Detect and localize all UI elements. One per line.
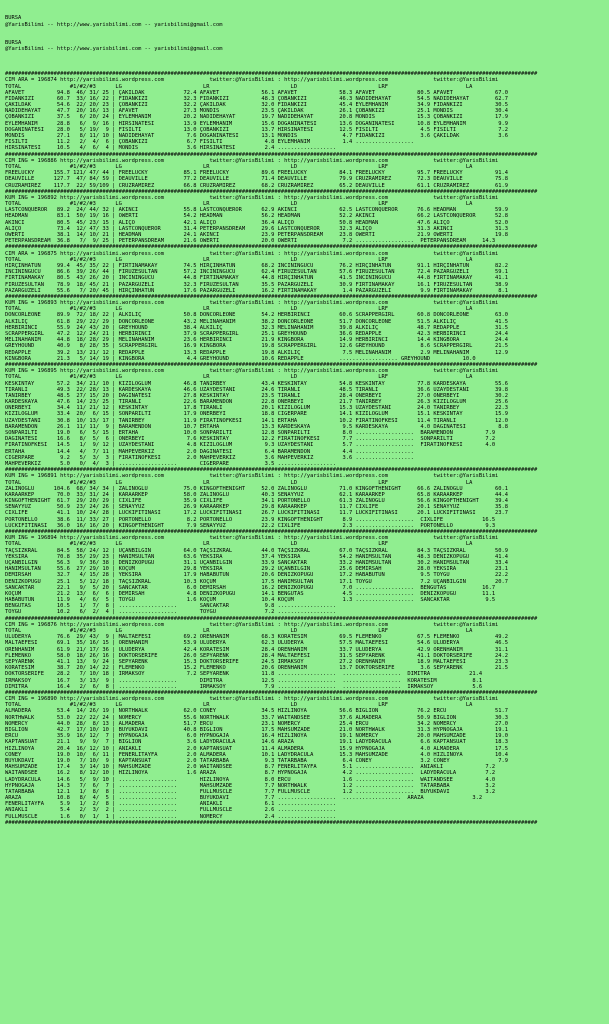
race-section <box>5 473 605 529</box>
result-row: SCRAPPERGIRL 47.2 12/ 24/ 21 | HERBIRINCI 37.9 SCRAPPERGIRL 25.1 GREYHOUND 36.6 REDAPPLE 42.3 HERBIRINCI 24.4 <box>5 331 509 337</box>
result-row: ULUDERYA 76.6 29/ 43/ 9 | MALTAEFESI 69.2 ÖRENHANIM 68.3 KORATESIM 69.5 FLEMENKO 67.5 FLEMENKO 49.2 <box>5 634 509 641</box>
separator-line: #################################################################################################################################################################### <box>5 615 538 622</box>
result-row: KARAARKEP 70.0 33/ 31/ 24 | KARAARKEP 58.0 ZALINOGLU 40.3 SENAYYÜZ 62.1 KARAARKEP 65.8 KARAARKEP 44.4 <box>5 491 509 498</box>
result-row: NADIDEHAYAT 47.7 20/ 16/ 13 | AFAVET 27.3 MONDIS 23.5 ÇAKILDAK 26.1 ÇOBANKIZI 25.1 MONDIS 30.4 <box>5 108 509 115</box>
result-row: MALTAEFESI 69.1 35/ 16/ 15 | ÖRENHANIM 53.9 ULUDERYA 62.3 ULUDERYA 57.5 MALTAEFESI 54.6 ULUDERYA 46.5 <box>5 640 509 647</box>
column-header: TOTAL #1/#2/#3 LG LR LD LRF LA <box>5 628 473 634</box>
result-row: TATARBABA 12.1 1/ 8/ 8 | .................. FULLMUSCLE 7.7 FULLMUSCLE 1.2 .................. BÜYÜKDAVI 3.2 <box>5 788 496 795</box>
result-row: ÖRENHANIM 61.9 21/ 17/ 36 | ULUDERYA 42.4 KORATESIM 28.4 ÖRENHANIM 33.7 ULUDERYA 42.9 ÖRENHANIM 31.1 <box>5 646 509 653</box>
result-row: BIGLION 42.7 17/ 10/ 10 | BÜYÜKDAVI 40.8 BIGLION 17.5 MAHSUMZADE 21.0 NORTHWALK 31.3 HYPNOGAJA 19.1 <box>5 727 509 733</box>
result-row: SENAYYÜZ 50.9 23/ 24/ 26 | SENAYYÜZ 26.9 KARAARKEP 29.8 KARAARKEP 11.7 CIXLIFE 20.1 SENAYYÜZ 35.8 <box>5 504 509 511</box>
result-row: HYPNOGAJA 14.3 7/ 6/ 7 | .................. MAHSUMZADE 7.7 NORTHWALK 1.2 .................. TATARBABA 3.2 <box>5 782 496 789</box>
result-row: DIMITRA 16.4 2/ 6/ 8 | .................. IRMAKSOY 7.9 .................. .................. IRMAKSOY 5.6 <box>5 683 483 690</box>
header-line: @YarisBilimi -- http://www.yarisbilimi.com -- yarisbilimi@gmail.com <box>5 21 223 28</box>
result-row: EYLEMHANIM 28.8 6/ 9/ 16 | HIRSINATESI 13.9 EYLEMHANIM 15.6 DOGANINATESI 13.6 DOGANINATESI 10.8 EYLEMHANIM 9.9 <box>5 120 509 127</box>
result-row: KORATESIM 38.7 20/ 14/ 22 | FLEMENKO 15.2 FLEMENKO 20.6 ÖRENHANIM 13.7 DOKTORSERIFE 3.6 SEPYARENK 21.5 <box>5 665 509 672</box>
result-row: MAHPEVERKIZ 5.0 0/ 4/ 3 | .................. CIGERPARE 3.5 .................. <box>5 460 337 467</box>
race-header: CIM ING = 196890 http://yarisbilimi.wordpress.com twitter:@YarisBilimi : http://yarisbilimi.wordpress.com twitter:@YarisBilimi <box>5 696 499 703</box>
result-row: HANIMSULTAN 55.6 27/ 29/ 10 | KOÇUM 29.8 YEKSIRA 29.2 UÇANBILGIN 25.6 DEMIRSAH 28.0 YEKSIRA 23.1 <box>5 566 509 573</box>
race-header: CIM ING = 196876 http://yarisbilimi.wordpress.com twitter:@YarisBilimi : http://yarisbilimi.wordpress.com twitter:@YarisBilimi <box>5 621 499 628</box>
result-row: DAGINATESI 16.6 8/ 5/ 6 | ÖNERBEYI 7.6 KESKINTAY 12.2 FIRATINÖFKESI 7.7 .................. SONPARILTI 7.2 <box>5 436 496 443</box>
result-row: SANCAKTAR 22.1 9/ 5/ 20 | SANCAKTAR 6.0 DEMIRSAH 16.2 DENIZKÖPÜGÜ 7.0 .................. BENGÜTAS 16.7 <box>5 584 496 591</box>
race-section <box>5 77 605 151</box>
race-sections <box>5 71 605 826</box>
result-row: AKINCI 80.5 45/ 23/ 15 | ALIÇO 42.1 ALIÇO 36.4 ALIÇO 50.8 HEADMAN 47.6 ALIÇO 52.0 <box>5 219 509 226</box>
result-row: ARAZA 10.8 8/ 4/ 5 | .................. BÜYÜKDAVI 7.7 .................. .................. ARAZA 3.2 <box>5 795 483 802</box>
separator-line: #################################################################################################################################################################### <box>5 188 538 195</box>
race-header: KUM ING = 196891 http://yarisbilimi.wordpress.com twitter:@YarisBilimi : http://yarisbilimi.wordpress.com twitter:@YarisBilimi <box>5 473 499 480</box>
result-row: PAZARGÜZELI 55.6 7/ 20/ 45 | HIRÇINHATUN 17.6 PAZARGÜZELI 16.2 FIRTINAMAKAY 1.4 PAZARGÜZELI 9.9 FIRTINAMAKAY 8.1 <box>5 287 509 294</box>
result-row: HERBIRINCI 55.9 24/ 43/ 20 | GREYHOUND 38.4 ALKILIÇ 32.3 MELINAHANIM 39.8 ALKILIÇ 48.7 REDAPPLE 31.5 <box>5 324 509 331</box>
result-row: BÜYÜKDAVI 19.0 7/ 10/ 9 | KAPTANSUAT 2.0 TATARBABA 9.3 TATARBABA 6.4 CONEY 3.2 CONEY 7.9 <box>5 757 509 764</box>
result-row: ALKILIÇ 61.8 29/ 22/ 29 | DONCORLEONE 43.2 MELINAHANIM 38.2 DONCORLEONE 51.7 DONCORLEONE 51.5 ALKILIÇ 41.5 <box>5 318 509 325</box>
result-row: UZAYDESTANI 30.8 10/ 13/ 17 | TANIRBEY 11.9 FIRATINÖFKESI 14.1 ERTAHA 10.2 FIRATINÖFKESI 11.4 TIRANLI 12.0 <box>5 417 509 424</box>
result-row: AFAVET 94.8 46/ 31/ 25 | ÇAKILDAK 72.4 AFAVET 56.1 AFAVET 58.3 AFAVET 80.5 AFAVET 67.0 <box>5 89 509 96</box>
result-row: ALIÇO 73.4 12/ 47/ 33 | LASTCONQUEROR 31.4 PETERPANSDREAM 29.6 LASTCONQUEROR 32.3 ALIÇO 31.3 AKINCI 31.3 <box>5 225 509 232</box>
result-row: DEMIRSAH 32.7 4/ 15/ 28 | YEKSIRA 17.9 HABABÜTÜN 20.6 DENIZKÖPÜGÜ 17.2 HABABÜTÜN 9.5 TOYGU 22.2 <box>5 572 509 579</box>
column-header: TOTAL #1/#2/#3 LG LR LD LRF LA <box>5 541 473 548</box>
result-row: KIZILOGLUM 33.4 20/ 6/ 15 | SONPARILTI 17.9 ÖNERBEYI 18.8 CIGERPARE 14.1 KIZILOGLUM 15.1 KESKINTAY 15.9 <box>5 411 509 418</box>
result-row: IRMAKSOY 16.7 3/ 13/ 9 | .................. DIMITRA 12.5 .................. .................. KORATESIM 8.1 <box>5 677 483 684</box>
result-row: CONEY 19.0 10/ 6/ 11 | FENERLITAYFA 2.0 ALMADERA 10.1 LADYDRACULA 15.3 MAHSUMZADE 4.0 HIZLINOYA 10.4 <box>5 751 509 758</box>
result-row: TAÇSIZKRAL 84.5 58/ 24/ 12 | UÇANBILGIN 64.0 TAÇSIZKRAL 44.0 TAÇSIZKRAL 67.0 TAÇSIZKRAL 84.3 TAÇSIZKRAL 50.9 <box>5 547 509 554</box>
separator-line: #################################################################################################################################################################### <box>5 689 538 696</box>
separator-line: #################################################################################################################################################################### <box>5 244 538 251</box>
result-row: SONPARILTI 19.0 6/ 5/ 15 | ERTAHA 10.0 SONPARILTI 12.8 SONPARILTI 8.0 .................. BARAMENDON 7.9 <box>5 430 496 436</box>
race-section <box>5 696 605 820</box>
result-row: NOMERCY 44.0 28/ 8/ 13 | ALMADERA 51.7 ERCÜ 23.1 NOMERCY 25.4 ERCÜ 34.2 NOMERCY 27.0 <box>5 720 509 727</box>
header-line: BURSA <box>5 40 22 47</box>
result-row: FIRTINAMAKAY 80.5 43/ 26/ 20 | INCININGÜCÜ 44.8 FIRTINAMAKAY 44.8 HIRÇINHATUN 41.5 INCININGÜCÜ 44.8 FIRTINAMAKAY 41.1 <box>5 275 509 282</box>
result-row: ÖNERBEYI 34.4 11/ 21/ 12 | KESKINTAY 17.8 TIRANLI 20.1 KIZILOGLUM 15.3 UZAYDESTANI 24.0 TANIRBEY 22.3 <box>5 405 509 412</box>
result-row: YEKSIRA 70.8 35/ 29/ 23 | HANIMSULTAN 63.6 YEKSIRA 37.4 YEKSIRA 54.2 HANIMSULTAN 48.3 DENIZKÖPÜGÜ 41.4 <box>5 553 509 560</box>
race-header: KUM ING = 196892 http://yarisbilimi.wordpress.com twitter:@YarisBilimi : http://yarisbilimi.wordpress.com twitter:@YarisBilimi <box>5 194 499 201</box>
result-row: HIZLINOYA 20.4 16/ 12/ 10 | ANIAKLI 2.0 KAPTANSUAT 11.4 ALMADERA 15.9 HYPNOGAJA 4.0 ALMADERA 17.5 <box>5 745 509 752</box>
result-row: HEADMAN 83.1 50/ 19/ 16 | OWERTI 54.2 HEADMAN 56.2 HEADMAN 52.2 AKINCI 66.2 LASTCONQUEROR 52.8 <box>5 213 509 220</box>
result-row: DOKTORSERIFE 28.2 7/ 10/ 18 | IRMAKSOY 7.2 SEPYARENK 11.8 .................. .................. DIMITRA 21.4 <box>5 671 483 678</box>
race-section <box>5 535 605 615</box>
result-row: FLEMENKO 58.0 18/ 26/ 16 | DOKTORSERIFE 26.0 SEPYARENK 28.4 MALTAEFESI 31.5 SEPYARENK 41.1 DOKTORSERIFE 24.2 <box>5 652 509 659</box>
result-row: FENERLITAYFA 5.9 1/ 2/ 8 | .................. ANIAKLI 6.1 .................. <box>5 801 337 808</box>
column-header: TOTAL #1/#2/#3 LG LR LD LRF LA <box>5 163 473 170</box>
result-row: SEPYARENK 41.1 13/ 9/ 24 | SEPYARENK 15.3 DOKTORSERIFE 24.5 IRMAKSOY 27.2 ÖRENHANIM 18.9 MALTAEFESI 23.3 <box>5 658 509 665</box>
result-row: LASTCONQUEROR 89.2 24/ 44/ 32 | AKINCI 55.8 LASTCONQUEROR 62.9 AKINCI 62.5 LASTCONQUEROR 76.6 HEADMAN 59.9 <box>5 207 509 214</box>
result-row: DOGANINATESI 28.0 5/ 19/ 9 | FISILTI 13.0 ÇOBANKIZI 13.7 HIRSINATESI 12.5 FISILTI 4.5 FISILTI 7.2 <box>5 126 509 133</box>
result-row: UÇANBILGIN 56.3 9/ 36/ 38 | DENIZKÖPÜGÜ 31.1 UÇANBILGIN 33.9 SANCAKTAR 33.2 HANIMSULTAN 30.2 HANIMSULTAN 33.4 <box>5 559 509 566</box>
result-row: KESKINTAY 57.2 34/ 21/ 10 | KIZILOGLUM 46.8 TANIRBEY 43.4 KESKINTAY 54.8 KESKINTAY 77.8 KARDESKAYA 55.6 <box>5 380 509 387</box>
result-row: ERTAHA 14.4 4/ 7/ 11 | MAHPEVERKIZ 2.0 DAGINATESI 6.4 BARAMENDON 4.4 .................. <box>5 448 414 455</box>
result-row: KAPTANSUAT 21.1 9/ 9/ 7 | BIGLION 3.6 LADYDRACULA 14.6 ARAZA 19.1 LADYDRACULA 6.6 KAPTANSUAT 18.3 <box>5 739 509 746</box>
header-line: @YarisBilimi -- http://www.yarisbilimi.com -- yarisbilimi@gmail.com <box>5 46 223 53</box>
result-row: MELINAHANIM 44.8 18/ 28/ 29 | MELINAHANIM 23.6 HERBIRINCI 21.9 KINGBORA 14.9 HERBIRINCI 14.4 KINGBORA 24.4 <box>5 337 509 344</box>
race-header: KUM ING = 196893 http://yarisbilimi.wordpress.com twitter:@YarisBilimi : http://yarisbilimi.wordpress.com twitter:@YarisBilimi <box>5 300 499 307</box>
result-row: CIXLIFE 41.1 10/ 24/ 28 | LUCKIFITINASI 17.2 LUCKIFITINASI 26.7 LUCKIFITINASI 11.7 LUCKIFITINASI 20.1 LUCKIFITINASI 23.7 <box>5 510 509 517</box>
header-line <box>5 53 605 59</box>
result-row: TOYGU 10.2 6/ 2/ 4 | .................. TOYGU 7.2 .................. <box>5 609 337 616</box>
result-row: BENGÜTAS 10.5 1/ 7/ 8 | .................. SANCAKTAR 9.8 .................. <box>5 603 337 610</box>
result-row: LADYDRACULA 14.6 5/ 9/ 10 | .................. HIZLINOYA 8.0 ERCÜ 1.6 .................. WAITANDSEE 4.0 <box>5 776 496 783</box>
result-row: ÇOBANKIZI 37.5 6/ 20/ 24 | EYLEMHANIM 20.2 NADIDEHAYAT 19.7 NADIDEHAYAT 20.8 MONDIS 15.3 ÇOBANKIZI 17.9 <box>5 114 509 121</box>
race-section <box>5 195 605 245</box>
column-header: TOTAL #1/#2/#3 LG LR LD LRF LA <box>5 374 473 381</box>
separator-line: #################################################################################################################################################################### <box>5 819 538 826</box>
column-header: TOTAL #1/#2/#3 LG LR LD LRF LA <box>5 479 473 486</box>
result-row: CIGERPARE 9.2 5/ 3/ 3 | FIRATINÖFKESI 2.0 MAHPEVERKIZ 3.6 MAHPEVERKIZ 3.6 .................. <box>5 454 414 461</box>
result-row: KARDESKAYA 47.6 14/ 23/ 25 | TIRANLI 22.6 BARAMENDON 22.8 ÖNERBEYI 21.7 TANIRBEY 26.3 KIZILOGLUM 25.6 <box>5 399 509 406</box>
result-row: ÇAKILDAK 54.6 22/ 20/ 23 | ÇOBANKIZI 32.2 ÇAKILDAK 32.0 FIDANKIZI 45.4 EYLEMHANIM 34.9 FIDANKIZI 30.5 <box>5 102 509 109</box>
result-row: ALMADERA 53.4 14/ 26/ 19 | NORTHWALK 62.0 CONEY 34.5 HIZLINOYA 56.6 BIGLION 76.2 ERCÜ 51.7 <box>5 708 509 715</box>
result-row: KOÇUM 21.2 13/ 6/ 6 | DEMIRSAH 4.8 DENIZKÖPÜGÜ 14.1 BENGÜTAS 4.5 .................. DENIZKÖPÜGÜ 11.1 <box>5 590 496 597</box>
result-row: LUCKIFITINASI 36.0 16/ 16/ 20 | KINGOFTHENIGHT 7.9 SENAYYÜZ 22.2 CIXLIFE 2.3 .................. PORTONELLO 9.3 <box>5 522 496 529</box>
result-row: ZALINOGLU 104.6 68/ 34/ 34 | ZALINOGLU 75.0 KINGOFTHENIGHT 52.0 ZALINOGLU 71.0 KINGOFTHENIGHT 66.6 ZALINOGLU 60.1 <box>5 485 509 492</box>
race-section <box>5 158 605 189</box>
result-row: MAHSUMZADE 17.4 3/ 14/ 10 | MAHSUMZADE 2.0 WAITANDSEE 8.7 FENERLITAYFA 5.1 .................. ANIAKLI 7.2 <box>5 764 496 771</box>
results-document <box>5 3 605 832</box>
result-row: FIDANKIZI 60.7 33/ 16/ 22 | FIDANKIZI 32.3 FIDANKIZI 48.3 ÇOBANKIZI 46.3 NADIDEHAYAT 54.5 NADIDEHAYAT 62.7 <box>5 95 509 102</box>
separator-line: #################################################################################################################################################################### <box>5 467 538 474</box>
column-header: TOTAL #1/#2/#3 LG LR LD LRF LA <box>5 702 473 709</box>
column-header: TOTAL #1/#2/#3 LG LR LD LRF LA <box>5 306 473 313</box>
column-header: TOTAL #1/#2/#3 LG LR LD LRF LA <box>5 83 473 90</box>
result-row: DEAUVILLE 127.7 47/ 84/ 59 | DEAUVILLE 77.2 DEAUVILLE 71.4 DEAUVILLE 79.9 CRUZRAMIREZ 72.3 DEAUVILLE 75.8 <box>5 176 509 183</box>
column-header: TOTAL #1/#2/#3 LG LR LD LRF LA <box>5 256 473 263</box>
separator-line: #################################################################################################################################################################### <box>5 151 538 158</box>
result-row: DENIZKÖPÜGÜ 25.1 5/ 12/ 18 | TAÇSIZKRAL 10.3 KOÇUM 17.5 HANIMSULTAN 17.1 TOYGU 7.2 UÇANBILGIN 20.7 <box>5 578 509 585</box>
result-row: ERCÜ 35.9 16/ 12/ 7 | HYPNOGAJA 6.0 HYPNOGAJA 16.4 HIZLINOYA 19.1 NOMERCY 20.0 MAHSUMZADE 19.0 <box>5 733 509 740</box>
result-row: HIRSINATESI 10.5 4/ 6/ 4 | MONDIS 3.6 HIRSINATESI 2.4 .................. <box>5 145 337 152</box>
separator-line: #################################################################################################################################################################### <box>5 361 538 368</box>
result-row: KINGOFTHENIGHT 61.7 29/ 20/ 29 | CIXLIFE 35.9 CIXLIFE 34.1 PORTONELLO 61.3 ZALINOGLU 56.6 KINGOFTHENIGHT 39.4 <box>5 498 509 505</box>
result-row: MONDIS 27.1 8/ 11/ 10 | NADIDEHAYAT 7.6 DOGANINATESI 13.1 MONDIS 4.7 FIDANKIZI 3.6 ÇAKILDAK 3.6 <box>5 133 509 139</box>
race-header: KUM ING = 196895 http://yarisbilimi.wordpress.com twitter:@YarisBilimi : http://yarisbilimi.wordpress.com twitter:@YarisBilimi <box>5 368 499 375</box>
race-section <box>5 300 605 362</box>
column-header: TOTAL #1/#2/#3 LG LR LD LRF LA <box>5 201 473 208</box>
race-section <box>5 368 605 467</box>
race-header: KUM ING = 196894 http://yarisbilimi.wordpress.com twitter:@YarisBilimi : http://yarisbilimi.wordpress.com twitter:@YarisBilimi <box>5 535 499 542</box>
result-row: OWERTI 38.1 14/ 10/ 21 | HEADMAN 24.1 AKINCI 23.9 PETERPANSDREAM 23.8 OWERTI 21.9 OWERTI 19.8 <box>5 232 509 238</box>
document-header <box>5 15 605 58</box>
result-row: ANIAKLI 5.4 2/ 3/ 2 | .................. FULLMUSCLE 2.6 .................. <box>5 807 337 814</box>
separator-line: #################################################################################################################################################################### <box>5 293 538 300</box>
result-row: FIRATINÖFKESI 14.5 1/ 9/ 12 | UZAYDESTANI 4.8 KIZILOGLUM 9.3 UZAYDESTANI 5.7 .................. FIRATINÖFKESI 4.0 <box>5 442 496 449</box>
race-section <box>5 251 605 294</box>
result-row: FISILTI 11.2 2/ 4/ 6 | ÇOBANKIZI 6.7 FISILTI 4.8 EYLEMHANIM 1.4 .................. <box>5 139 414 146</box>
result-row: PETERPANSDREAM 36.8 7/ 9/ 25 | PETERPANSDREAM 21.6 OWERTI 20.0 OWERTI 7.2 .................. PETERPANSDREAM 14.3 <box>5 238 496 245</box>
race-header: CIM ARA = 196874 http://yarisbilimi.wordpress.com twitter:@YarisBilimi : http://yarisbilimi.wordpress.com twitter:@YarisBilimi <box>5 77 499 84</box>
result-row: HABABÜTÜN 11.9 4/ 6/ 5 | TOYGU 1.6 KOÇUM 10.4 KOÇUM 1.3 .................. SANCAKTAR 9.5 <box>5 597 496 604</box>
result-row: PORTONELLO 38.6 11/ 33/ 27 | PORTONELLO 8.2 PORTONELLO 23.9 KINGOFTHENIGHT 8.9 .................. CIXLIFE 16.5 <box>5 516 496 523</box>
race-header: CIM ARA = 196875 http://yarisbilimi.wordpress.com twitter:@YarisBilimi : http://yarisbilimi.wordpress.com twitter:@YarisBilimi <box>5 250 499 257</box>
result-row: TANIRBEY 48.5 27/ 15/ 20 | DAGINATESI 27.8 KESKINTAY 23.5 TIRANLI 28.4 ÖNERBEYI 27.0 ÖNERBEYI 30.2 <box>5 392 509 399</box>
race-header: CIM ING = 196886 http://yarisbilimi.wordpress.com twitter:@YarisBilimi : http://yarisbilimi.wordpress.com twitter:@YarisBilimi <box>5 157 499 164</box>
result-row: KINGBORA 21.3 5/ 14/ 19 | KINGBORA 4.4 GREYHOUND 10.6 REDAPPLE .................. GREYHOUND 10.0 <box>5 355 476 362</box>
result-row: TIRANLI 49.3 22/ 28/ 13 | KARDESKAYA 46.6 UZAYDESTANI 24.6 TIRANLI 48.5 TIRANLI 36.6 UZAYDESTANI 39.8 <box>5 386 509 393</box>
separator-line: #################################################################################################################################################################### <box>5 529 538 535</box>
result-row: FREELUCKY 155.7 121/ 47/ 44 | FREELUCKY 85.1 FREELUCKY 89.6 FREELUCKY 84.1 FREELUCKY 95.7 FREELUCKY 91.4 <box>5 170 509 177</box>
header-line: BURSA <box>5 15 22 22</box>
result-row: HIRÇINHATUN 99.4 45/ 35/ 22 | FIRTINAMAKAY 74.5 HIRÇINHATUN 68.2 INCININGÜCÜ 76.2 HIRÇINHATUN 91.1 HIRÇINHATUN 82.2 <box>5 262 509 269</box>
separator-line: #################################################################################################################################################################### <box>5 71 538 78</box>
result-row: INCININGÜCÜ 86.6 39/ 26/ 44 | FIRUZESULTAN 57.2 INCININGÜCÜ 62.4 FIRUZESULTAN 57.6 FIRUZESULTAN 72.4 PAZARGÜZELI 59.1 <box>5 269 509 276</box>
result-row: DONCORLEONE 89.9 72/ 18/ 22 | ALKILIÇ 50.8 DONCORLEONE 54.2 HERBIRINCI 60.6 SCRAPPERGIRL 60.8 DONCORLEONE 63.0 <box>5 312 509 319</box>
result-row: WAITANDSEE 16.2 8/ 12/ 10 | HIZLINOYA 1.6 ARAZA 8.7 HYPNOGAJA 4.2 .................. LADYDRACULA 7.2 <box>5 770 496 777</box>
race-section <box>5 622 605 690</box>
result-row: CRUZRAMIREZ 117.7 22/ 59/109 | CRUZRAMIREZ 66.8 CRUZRAMIREZ 68.2 CRUZRAMIREZ 65.2 DEAUVILLE 61.1 CRUZRAMIREZ 61.9 <box>5 182 509 189</box>
result-row: FULLMUSCLE 1.6 0/ 1/ 1 | .................. NOMERCY 2.4 .................. <box>5 813 337 820</box>
result-row: GREYHOUND 40.9 8/ 28/ 35 | SCRAPPERGIRL 16.9 KINGBORA 19.8 SCRAPPERGIRL 12.6 GREYHOUND 8.6 SCRAPPERGIRL 21.5 <box>5 343 509 350</box>
result-row: BARAMENDON 26.1 11/ 11/ 9 | BARAMENDON 10.7 ERTAHA 13.3 KARDESKAYA 9.5 KARDESKAYA 4.0 DAGINATESI 8.8 <box>5 423 509 430</box>
result-row: FIRUZESULTAN 78.9 18/ 45/ 21 | PAZARGÜZELI 32.3 FIRUZESULTAN 35.5 PAZARGÜZELI 30.9 FIRTINAMAKAY 16.1 FIRUZESULTAN 38.9 <box>5 281 509 288</box>
result-row: REDAPPLE 39.2 13/ 21/ 12 | REDAPPLE 13.3 REDAPPLE 19.8 ALKILIÇ 7.5 MELINAHANIM 2.9 MELINAHANIM 12.9 <box>5 349 509 356</box>
result-row: NORTHWALK 53.0 22/ 22/ 24 | NOMERCY 55.6 NORTHWALK 33.7 WAITANDSEE 37.6 ALMADERA 50.9 BIGLION 30.3 <box>5 714 509 721</box>
